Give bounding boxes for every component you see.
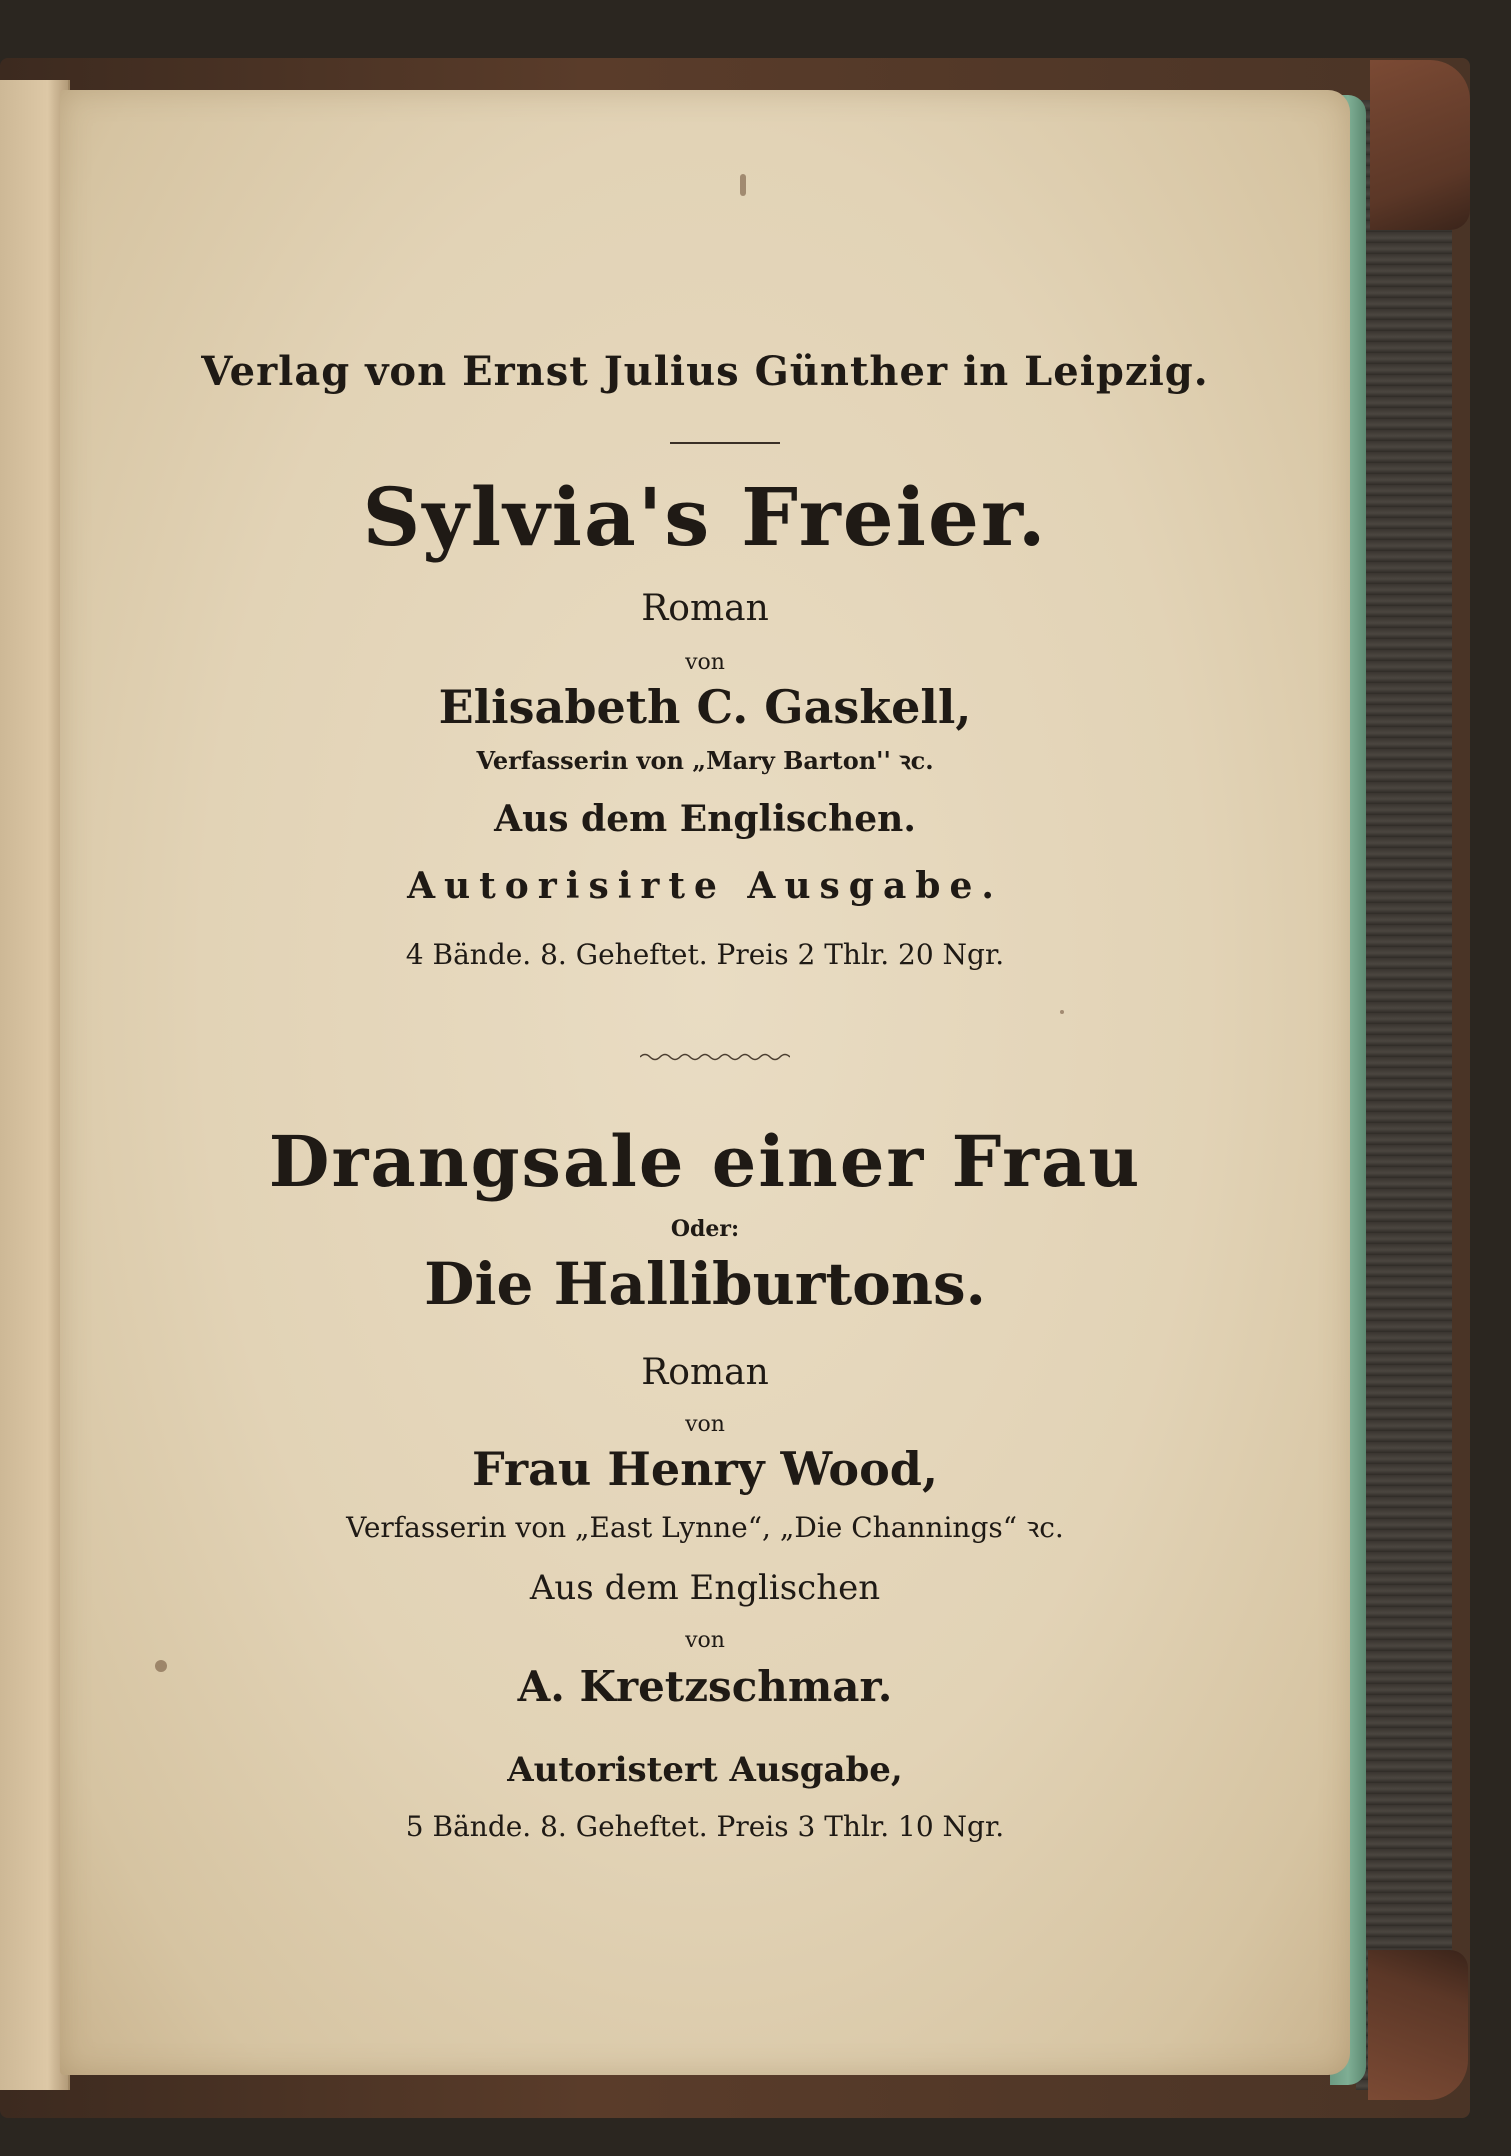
book1-title: Sylvia's Freier. — [362, 470, 1048, 564]
book2-by: von — [685, 1412, 725, 1437]
leather-corner-bottom — [1368, 1950, 1468, 2100]
book1-edition: Autorisirte Ausgabe. — [407, 865, 1003, 907]
book2-details: 5 Bände. 8. Geheftet. Preis 3 Thlr. 10 Ngr. — [405, 1810, 1005, 1843]
leather-corner-top — [1370, 60, 1470, 230]
book2-title: Drangsale einer Frau — [268, 1120, 1142, 1203]
book1-author-note: Verfasserin von „Mary Barton'' ꝛc. — [476, 746, 934, 775]
book2-genre: Roman — [641, 1352, 769, 1393]
book1-by: von — [685, 650, 725, 675]
book1-author: Elisabeth C. Gaskell, — [438, 680, 972, 734]
ornamental-wavy-divider — [640, 1052, 790, 1062]
book1-translation: Aus dem Englischen. — [494, 798, 916, 840]
book2-subtitle: Die Halliburtons. — [424, 1250, 986, 1318]
book2-or: Oder: — [670, 1216, 740, 1242]
book1-details: 4 Bände. 8. Geheftet. Preis 2 Thlr. 20 Ngr. — [405, 938, 1005, 971]
book-spine-edge — [1356, 100, 1452, 2090]
publisher-line: Verlag von Ernst Julius Günther in Leipzig. — [201, 348, 1209, 395]
book1-genre: Roman — [641, 588, 769, 629]
book2-translator: A. Kretzschmar. — [517, 1662, 893, 1711]
book2-author: Frau Henry Wood, — [472, 1442, 938, 1496]
divider-rule — [670, 442, 780, 444]
book2-translation: Aus dem Englischen — [529, 1568, 881, 1608]
book2-edition: Autoristert Ausgabe, — [507, 1750, 903, 1790]
book2-author-note: Verfasserin von „East Lynne“, „Die Channings“ ꝛc. — [346, 1511, 1064, 1544]
book2-by2: von — [685, 1628, 725, 1653]
page-text — [60, 90, 1350, 2075]
